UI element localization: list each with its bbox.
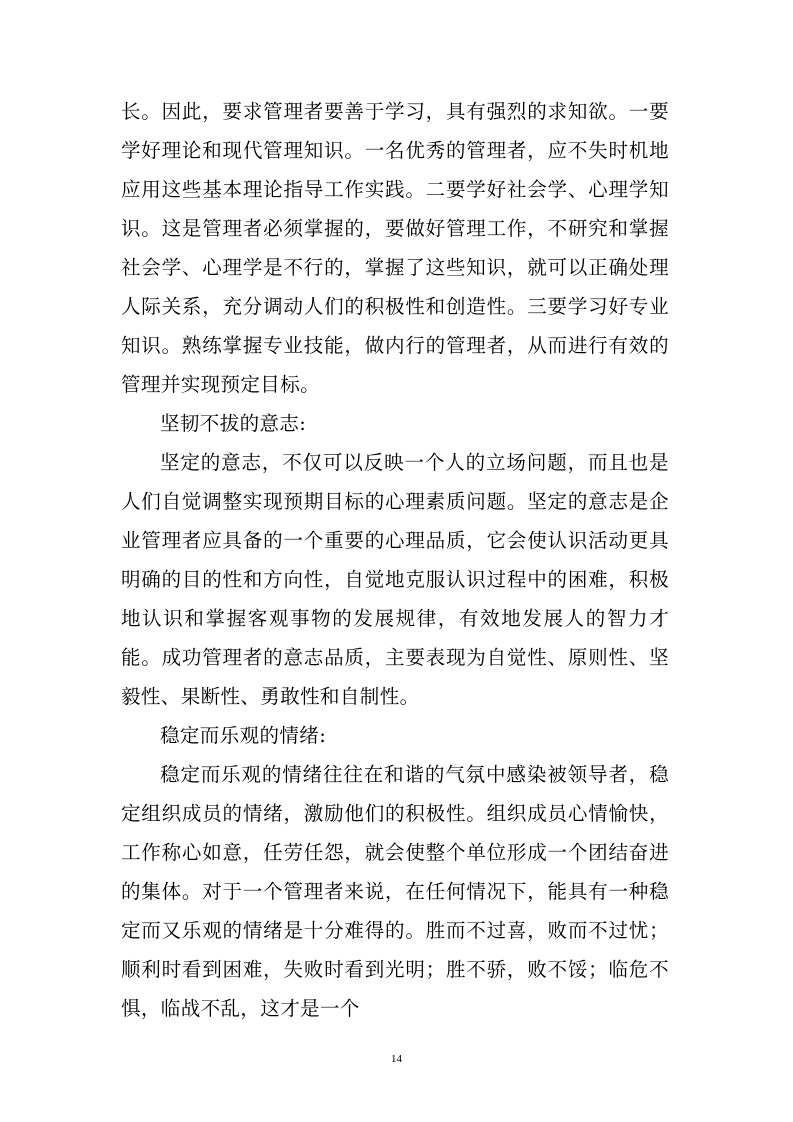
paragraph-willpower: 坚定的意志，不仅可以反映一个人的立场问题，而且也是人们自觉调整实现预期目标的心理素质问题。坚定的意志是企业管理者应具备的一个重要的心理品质，它会使认识活动更具明确的目的性和方向性，自觉地克服认识过程中的困难，积极地认识和掌握客观事物的发展规律，有效地发展人的智力才能。成功管理者的意志品质，主要表现为自觉性、原则性、坚毅性、果断性、勇敢性和自制性。 [121,451,669,708]
page-number: 14 [391,1053,402,1065]
paragraph-emotion: 稳定而乐观的情绪往往在和谐的气氛中感染被领导者，稳定组织成员的情绪，激励他们的积极性。组织成员心情愉快，工作称心如意，任劳任怨，就会使整个单位形成一个团结奋进的集体。对于一个管理者来说，在任何情况下，能具有一种稳定而又乐观的情绪是十分难得的。胜而不过喜，败而不过忧；顺利时看到困难，失败时看到光明；胜不骄，败不馁；临危不惧，临战不乱，这才是一个 [121,763,669,1020]
paragraph-continuation: 长。因此，要求管理者要善于学习，具有强烈的求知欲。一要学好理论和现代管理知识。一名优秀的管理者，应不失时机地应用这些基本理论指导工作实践。二要学好社会学、心理学知识。这是管理者必须掌握的，要做好管理工作，不研究和掌握社会学、心理学是不行的，掌握了这些知识，就可以正确处理人际关系，充分调动人们的积极性和创造性。三要学习好专业知识。熟练掌握专业技能，做内行的管理者，从而进行有效的管理并实现预定目标。 [121,100,669,396]
section-heading-willpower: 坚韧不拔的意志: [160,412,307,435]
body-text [121,92,669,1028]
section-heading-emotion: 稳定而乐观的情绪: [160,724,327,747]
